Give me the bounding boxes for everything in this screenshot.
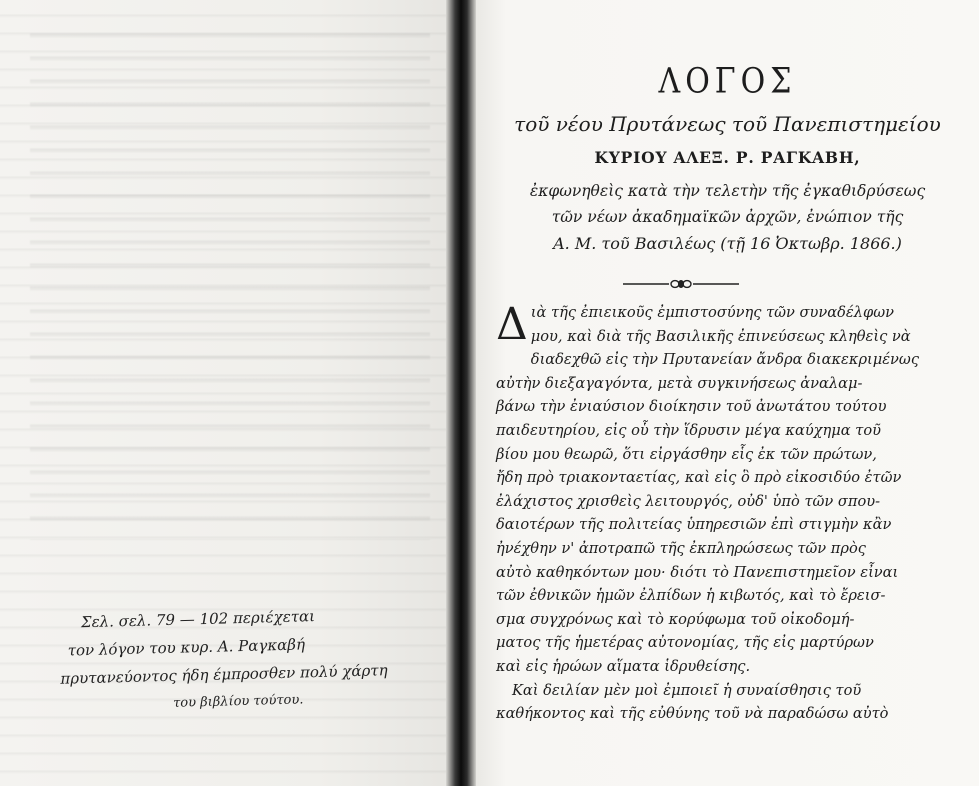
note-line-4: του βιβλίου τούτου. <box>172 692 304 711</box>
left-page <box>0 0 455 786</box>
bleed-through-text <box>30 20 430 540</box>
body-line: καθήκοντος καὶ τῆς εὐθύνης τοῦ νὰ παραδώσω αὐτὸ <box>496 705 889 723</box>
ornament-divider-icon <box>621 278 741 290</box>
note-line-3: πρυτανεύοντος ήδη έμπροσθεν πολύ χάρτη <box>60 661 388 688</box>
body-line: βίου μου θεωρῶ, ὅτι εἰργάσθην εἷς ἐκ τῶν πρώτων, <box>496 445 877 463</box>
body-line: καὶ εἰς ἡρώων αἵματα ἱδρυθείσης. <box>496 657 751 675</box>
author-name: ΚΥΡΙΟΥ ΑΛΕΞ. Ρ. ΡΑΓΚΑΒΗ, <box>594 148 861 167</box>
note-line-1: Σελ. σελ. 79 — 102 περιέχεται <box>80 607 316 632</box>
drop-cap: Δ <box>496 299 528 350</box>
book-spine-gutter <box>446 0 476 786</box>
body-line: σμα συγχρόνως καὶ τὸ κορύφωμα τοῦ οἰκοδομή- <box>496 610 855 628</box>
body-line: τῶν ἐθνικῶν ἡμῶν ἐλπίδων ἡ κιβωτός, καὶ τὸ ἔρεισ- <box>496 587 886 605</box>
page-title: ΛΟΓΟΣ <box>658 61 797 102</box>
body-line: ματος τῆς ἡμετέρας αὐτονομίας, τῆς εἰς μαρτύρων <box>496 634 874 652</box>
body-line: ἠνέχθην ν' ἀποτραπῶ τῆς ἐκπληρώσεως τῶν πρὸς <box>496 539 866 557</box>
body-line: δαιοτέρων τῆς πολιτείας ὑπηρεσιῶν ἐπὶ στιγμὴν κἂν <box>496 516 892 534</box>
body-line: μου, καὶ διὰ τῆς Βασιλικῆς ἐπινεύσεως κληθεὶς νὰ <box>530 327 911 345</box>
body-line: ἐλάχιστος χρισθεὶς λειτουργός, οὐδ' ὑπὸ τῶν σπου- <box>496 492 881 510</box>
page-subtitle: τοῦ νέου Πρυτάνεως τοῦ Πανεπιστημείου <box>514 112 941 136</box>
handwritten-note <box>60 600 404 720</box>
body-line: βάνω τὴν ἐνιαύσιον διοίκησιν τοῦ ἀνωτάτου τούτου <box>496 398 887 416</box>
body-line: αὐτὸ καθηκόντων μου· διότι τὸ Πανεπιστημεῖον εἶναι <box>496 563 899 581</box>
occasion-line-2: τῶν νέων ἀκαδημαϊκῶν ἀρχῶν, ἐνώπιον τῆς <box>551 208 904 226</box>
note-line-2: τον λόγον του κυρ. Α. Ραγκαβή <box>67 635 306 660</box>
body-line: ἤδη πρὸ τριακονταετίας, καὶ εἰς ὃ πρὸ εἰκοσιδύο ἐτῶν <box>496 469 902 487</box>
speech-body <box>496 299 920 726</box>
right-page <box>476 0 979 786</box>
body-line: παιδευτηρίου, εἰς οὗ τὴν ἵδρυσιν μέγα καύχημα τοῦ <box>496 421 881 439</box>
occasion-line-1: ἐκφωνηθεὶς κατὰ τὴν τελετὴν τῆς ἐγκαθιδρύσεως <box>529 182 926 200</box>
body-line: ιὰ τῆς ἐπιεικοῦς ἐμπιστοσύνης τῶν συναδέλφων <box>530 304 894 321</box>
body-line: διαδεχθῶ εἰς τὴν Πρυτανείαν ἄνδρα διακεκριμένως <box>530 351 920 369</box>
body-line: Καὶ δειλίαν μὲν μοὶ ἐμποιεῖ ἡ συναίσθησις τοῦ <box>512 681 862 699</box>
body-line: αὐτὴν διεξαγαγόντα, μετὰ συγκινήσεως ἀναλαμ- <box>496 374 863 392</box>
occasion-line-3: Α. Μ. τοῦ Βασιλέως (τῇ 16 Ὀκτωβρ. 1866.) <box>553 234 902 253</box>
